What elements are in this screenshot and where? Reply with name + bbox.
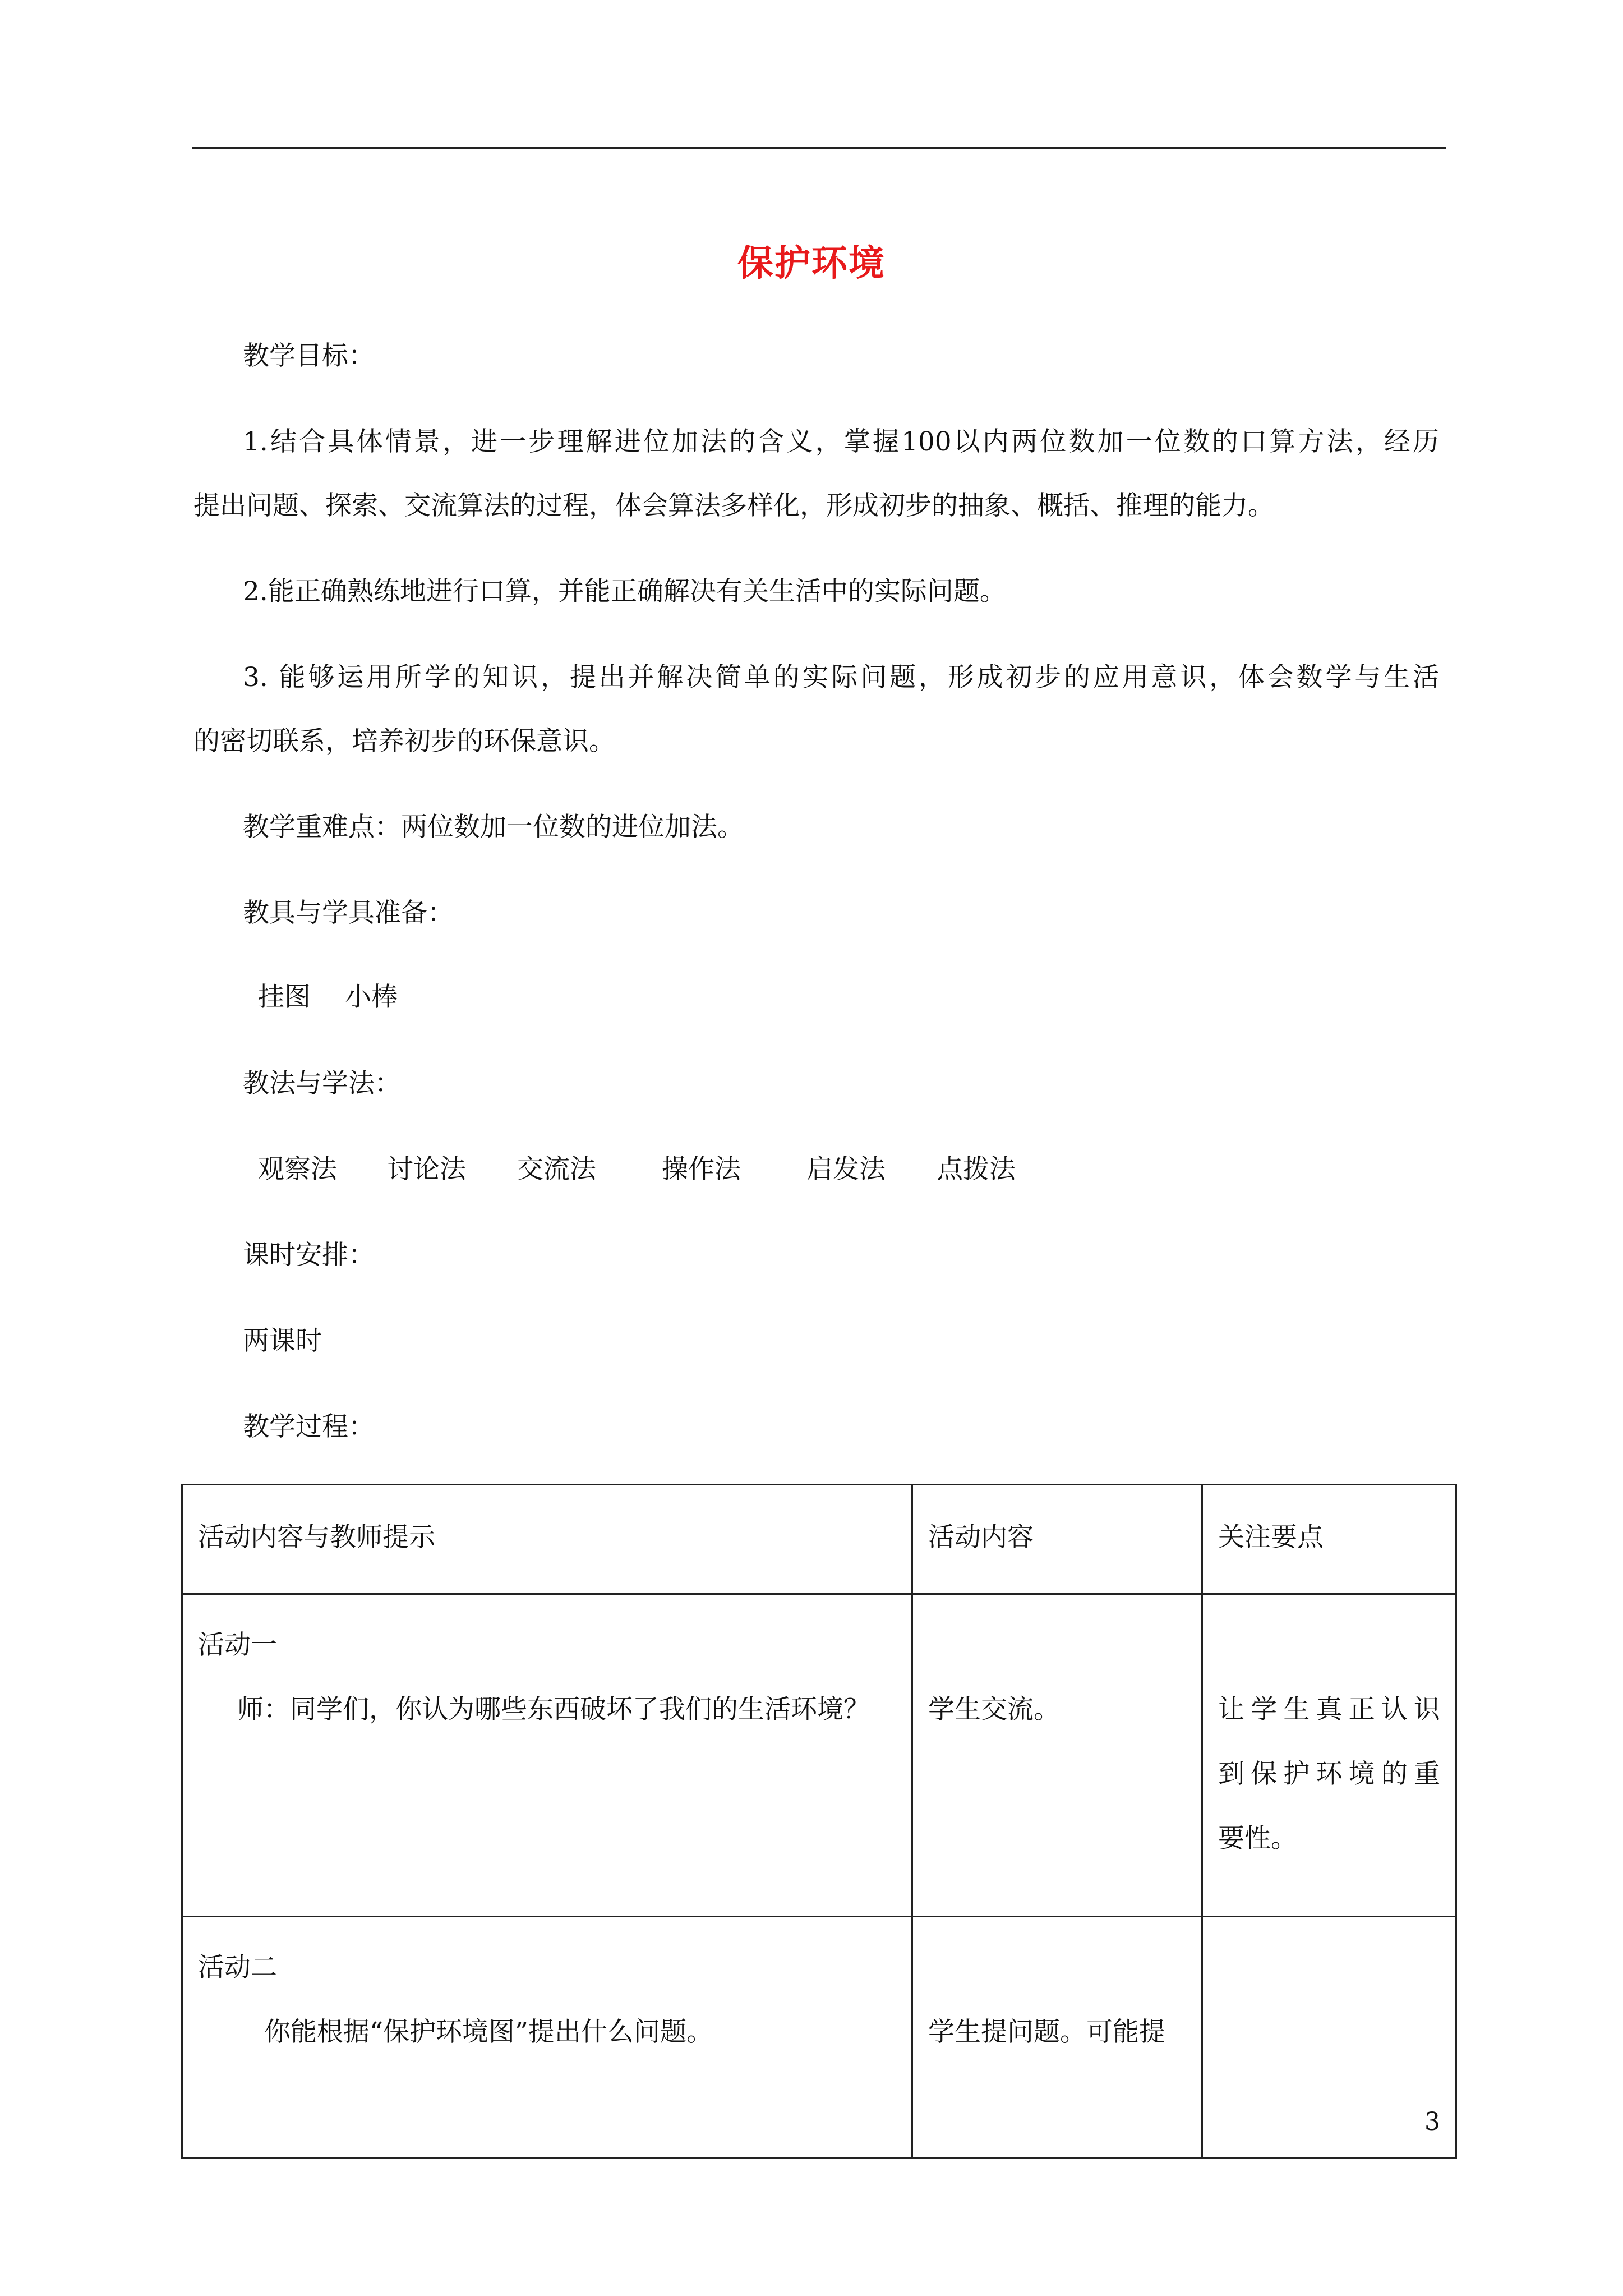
focus-line: 让学生真正认识 xyxy=(1218,1694,1440,1725)
process-heading: 教学过程： xyxy=(243,1411,375,1442)
objective-1-line-1: 1.结合具体情景，进一步理解进位加法的含义，掌握100以内两位数加一位数的口算方法，经历 xyxy=(243,426,1439,457)
page-number: 3 xyxy=(1424,2108,1440,2136)
table-cell xyxy=(182,1594,912,1917)
table-cell xyxy=(1202,1917,1456,2159)
method-item: 启发法 xyxy=(806,1154,886,1185)
method-item: 讨论法 xyxy=(387,1154,466,1185)
methods-heading: 教法与学法： xyxy=(243,1068,401,1099)
process-table xyxy=(181,1484,1457,2159)
schedule-value: 两课时 xyxy=(243,1326,322,1356)
objective-3-line-1: 3. 能够运用所学的知识，提出并解决简单的实际问题，形成初步的应用意识，体会数学与生活 xyxy=(243,662,1439,693)
schedule-heading: 课时安排： xyxy=(243,1240,375,1271)
header-rule xyxy=(192,147,1446,149)
table-cell xyxy=(1202,1594,1456,1917)
method-item: 交流法 xyxy=(517,1154,596,1185)
table-header-cell xyxy=(182,1485,912,1594)
table-cell xyxy=(182,1917,912,2159)
table-header-row xyxy=(182,1485,1456,1594)
header-focus-points: 关注要点 xyxy=(1218,1522,1324,1553)
student-activity: 学生交流。 xyxy=(928,1694,1060,1725)
objective-2: 2.能正确熟练地进行口算，并能正确解决有关生活中的实际问题。 xyxy=(243,576,1006,607)
focus-line: 要性。 xyxy=(1218,1823,1297,1854)
student-activity: 学生提问题。可能提 xyxy=(928,2017,1165,2047)
method-item: 点拨法 xyxy=(937,1154,1016,1185)
table-row xyxy=(182,1594,1456,1917)
table-cell xyxy=(912,1917,1202,2159)
table-cell xyxy=(912,1594,1202,1917)
header-activity-hint: 活动内容与教师提示 xyxy=(198,1522,435,1553)
material-item: 小棒 xyxy=(345,982,398,1013)
activity-title: 活动一 xyxy=(198,1630,277,1660)
activity-title: 活动二 xyxy=(198,1952,277,1983)
table-header-cell xyxy=(912,1485,1202,1594)
materials-heading: 教具与学具准备： xyxy=(243,898,454,928)
objectives-heading: 教学目标： xyxy=(243,341,375,371)
method-item: 观察法 xyxy=(258,1154,337,1185)
objective-3-line-2: 的密切联系，培养初步的环保意识。 xyxy=(193,726,615,757)
objective-1-line-2: 提出问题、探索、交流算法的过程，体会算法多样化，形成初步的抽象、概括、推理的能力。 xyxy=(193,490,1274,521)
key-points: 教学重难点：两位数加一位数的进位加法。 xyxy=(243,812,744,843)
teacher-prompt: 师：同学们，你认为哪些东西破坏了我们的生活环境？ xyxy=(237,1694,870,1725)
focus-line: 到保护环境的重 xyxy=(1218,1759,1440,1789)
table-header-cell xyxy=(1202,1485,1456,1594)
teacher-prompt: 你能根据“保护环境图”提出什么问题。 xyxy=(264,2017,713,2047)
material-item: 挂图 xyxy=(258,982,311,1013)
table-row xyxy=(182,1917,1456,2159)
page-title: 保护环境 xyxy=(737,242,886,284)
header-activity-content: 活动内容 xyxy=(928,1522,1034,1553)
method-item: 操作法 xyxy=(662,1154,741,1185)
